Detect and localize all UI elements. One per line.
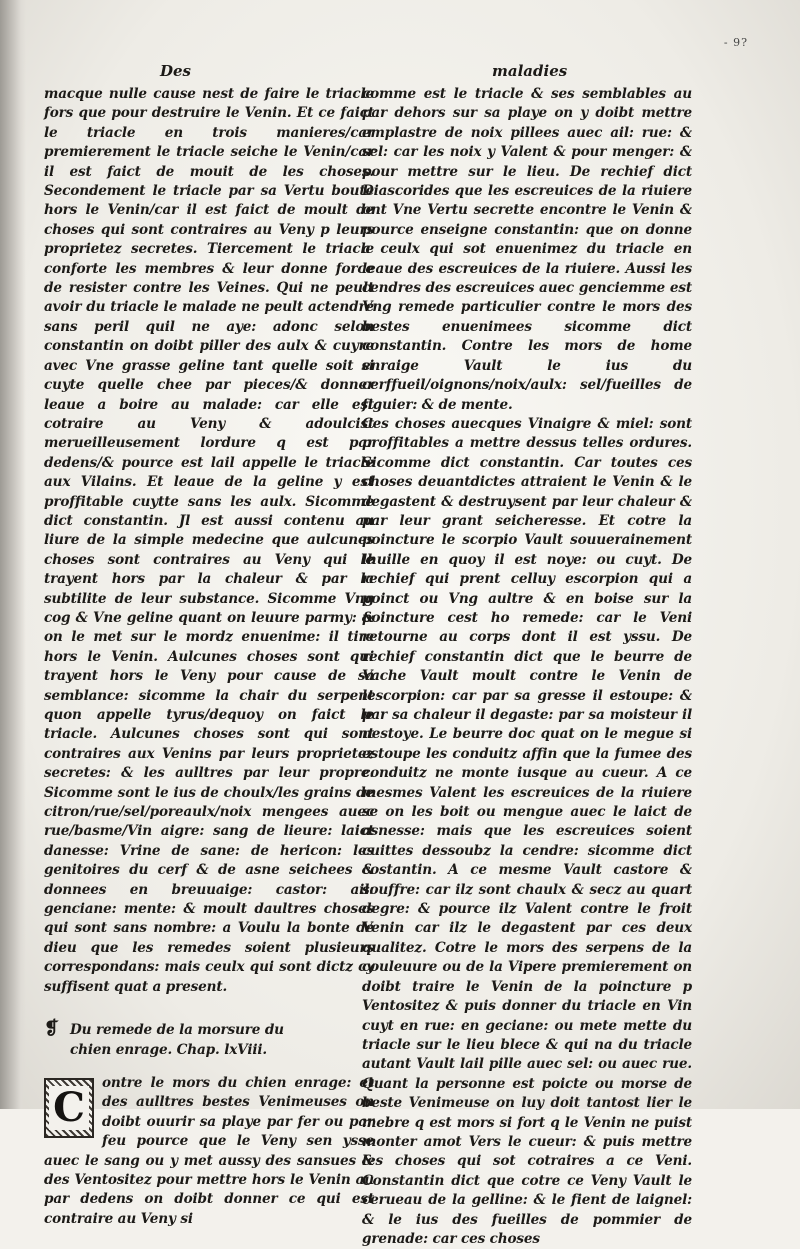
left-paragraph-2-text: ontre le mors du chien enrage: et des aulltres bestes Venimeuses on doibt ouurir sa playe par fer ou par feu pource que le Veny sen ysse auec le sang ou y met aussy des sansues & des Ventositez pour mettre hors le Venin au par dedens on doibt donner ce qui est contraire au Veny si — [44, 1074, 374, 1227]
chapter-heading-line-2: chien enrage. Chap. lxViii. — [70, 1041, 267, 1058]
drop-cap-letter: C — [49, 1086, 89, 1130]
right-paragraph-2: Ces choses auecques Vinaigre & miel: sont proffitables a mettre dessus telles ordures. Sicomme dict constantin. Car toutes ces choses deuantdictes attraient le Venin & le degastent & destruysent par leur chaleur & par leur grant seicheresse. Et cotre la poincture le scorpio Vault souuerainement lhuille en quoy il est noye: ou cuyt. De rechief qui prent celluy escorpion qui a poinct ou Vng aultre & en boise sur la poincture cest ho remede: car le Veni retourne au corps dont il est yssu. De rechief constantin dict que le beurre de Vache Vault moult contre le Venin de lescorpion: car par sa gresse il estoupe: & par sa chaleur il degaste: par sa moisteur il nestoye. Le beurre doc quat on le megue si estoupe les conduitz affin que la fumee des conduitz ne monte iusque au cueur. A ce mesmes Valent les escreuices de la riuiere se on les boit ou mengue auec le laict de asnesse: mais que les escreuices soient cuittes dessoubz la cendre: sicomme dict costantin. A ce mesme Vault castore & souffre: car ilz sont chaulx & secz au quart degre: & pource ilz Valent contre le froit Venin car ilz le degastent par ces deux qualitez. Cotre le mors des serpens de la couleuure ou de la Vipere premierement on doibt traire le Venin de la poincture p Ventositez & puis donner du triacle en Vin cuyt en rue: en geciane: ou mete mette du triacle sur le lieu blece & qui na du triacle autant Vault lail pille auec sel: ou auec rue. Quant la personne est poicte ou morse de beste Venimeuse on luy doit tantost lier le mebre q est mors si fort q le Venin ne puist monter amot Vers le cueur: & puis mettre les choses qui sot cotraires a ce Veni. Constantin dict que cotre ce Veny Vault le cerueau de la gelline: & le fient de laignel: & le ius des fueilles de pommier de grenade: car ces choses — [362, 415, 692, 1247]
left-column — [44, 85, 374, 1229]
chapter-heading — [44, 1019, 374, 1060]
left-paragraph-2 — [44, 1074, 374, 1229]
running-head-left: Des — [160, 62, 191, 80]
running-head-right: maladies — [492, 62, 568, 80]
decorated-initial — [44, 1078, 94, 1138]
folio-number: - 9? — [723, 36, 748, 49]
pilcrow-icon: ❡ — [44, 1018, 59, 1040]
right-column — [362, 85, 692, 1249]
left-paragraph-1: macque nulle cause nest de faire le triacle fors que pour destruire le Venin. Et ce faict le triacle en trois manieres/car premierement le triacle seiche le Venin/car il est faict de mouit de les choses. Secondement le triacle par sa Vertu boute hors le Venin/car il est faict de moult de choses qui sont contraires au Veny p leurs proprietez secretes. Tiercement le triacle conforte les membres & leur donne force de resister contre les Veines. Qui ne peult avoir du triacle le malade ne peult actendre sans peril quil ne aye: adonc selon constantin on doibt piller des aulx & cuyre avec Vne grasse geline tant quelle soit si cuyte quelle chee par pieces/& donner leaue a boire au malade: car elle est cotraire au Veny & adoulcist merueilleusement lordure q est par dedens/& pource est lail appelle le triacle aux Vilains. Et leaue de la geline y est proffitable cuytte sans les aulx. Sicomme dict constantin. Jl est aussi contenu au liure de la simple medecine que aulcunes choses sont contraires au Veny qui le trayent hors par la chaleur & par la subtilite de leur substance. Sicomme Vng cog & Vne geline quant on leuure parmy: & on le met sur le mordz enuenime: il tire hors le Venin. Aulcunes choses sont qui trayent hors le Veny pour cause de sa semblance: sicomme la chair du serpent quon appelle tyrus/dequoy on faict le triacle. Aulcunes choses sont qui sont contraires aux Venins par leurs proprietez secretes: & les aulltres par leur propre. Sicomme sont le ius de choulx/les grains de citron/rue/sel/poreaulx/noix mengees auec rue/basme/Vin aigre: sang de lieure: laict danesse: Vrine de sane: de hericon: les genitoires du cerf & de asne seichees & donnees en breuuaige: castor: ail: genciane: mente: & moult daultres choses qui sont sans nombre: a Voulu la bonte de dieu que les remedes soient plusieurs correspondans: mais ceulx qui sont dictz cy suffisent quat a present. — [44, 86, 374, 995]
chapter-heading-line-1: Du remede de la morsure du — [70, 1022, 284, 1039]
right-paragraph-1: comme est le triacle & ses semblables au par dehors sur sa playe on y doibt mettre emplastre de noix pillees auec ail: rue: & sel: car les noix y Valent & pour menger: & pour mettre sur le lieu. De rechief dict Diascorides que les escreuices de la riuiere ont Vne Vertu secrette encontre le Venin & pource enseigne constantin: que on donne a ceulx qui sot enuenimez du triacle en leaue des escreuices de la riuiere. Aussi les cendres des escreuices auec genciemme est Vng remede particulier contre le mors des bestes enuenimees sicomme dict constantin. Contre les mors de home enraige Vault le ius du cerffueil/oignons/noix/aulx: sel/fueilles de figuier: & de mente. — [362, 86, 692, 413]
